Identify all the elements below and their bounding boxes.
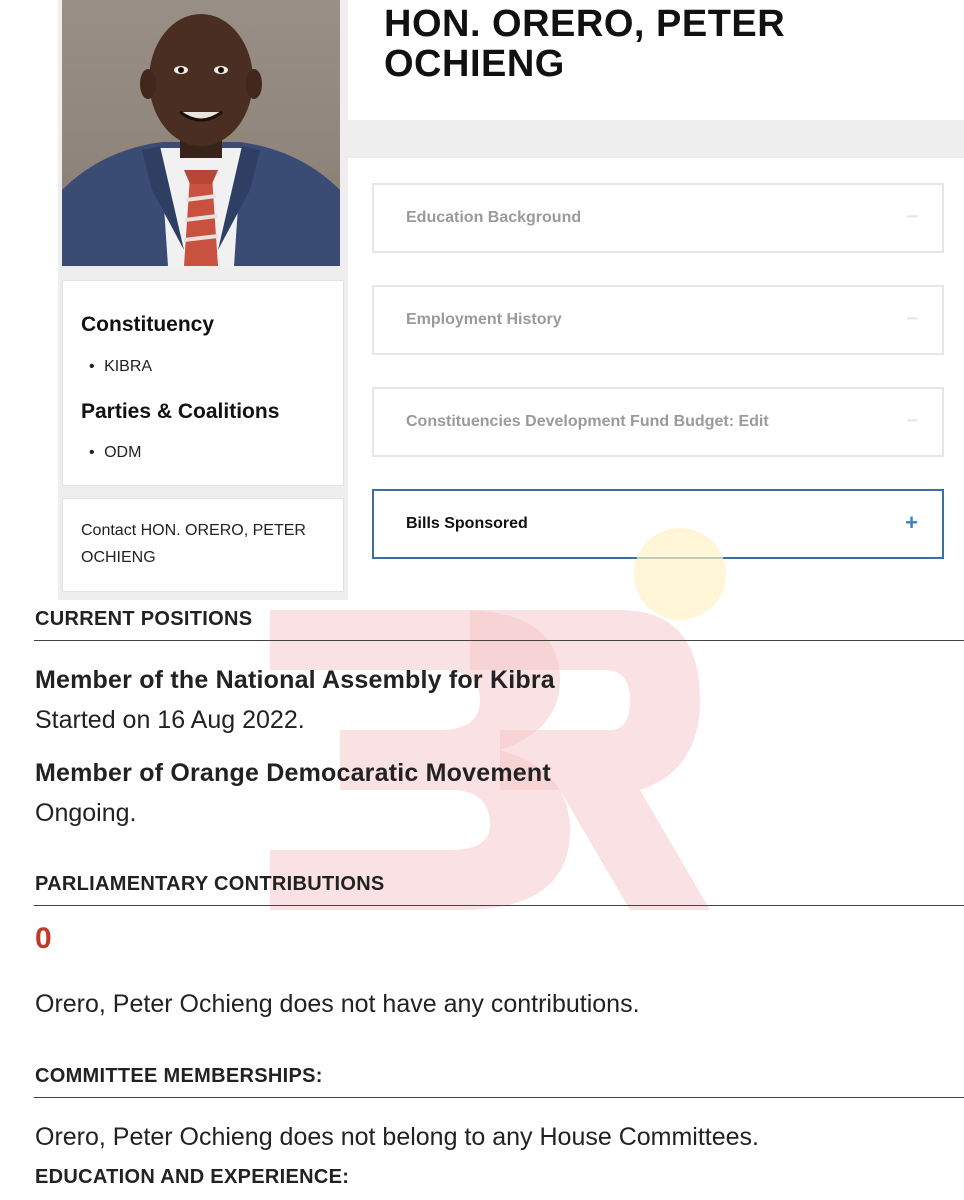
- collapse-icon[interactable]: −: [906, 410, 918, 432]
- profile-photo: [62, 0, 340, 266]
- parties-heading: Parties & Coalitions: [81, 400, 280, 423]
- position-title: Member of Orange Democaratic Movement: [35, 759, 551, 787]
- section-divider: [34, 1097, 964, 1098]
- collapse-icon[interactable]: −: [906, 206, 918, 228]
- current-positions-heading: CURRENT POSITIONS: [35, 608, 253, 630]
- position-status: Ongoing.: [35, 799, 137, 827]
- contributions-heading: PARLIAMENTARY CONTRIBUTIONS: [35, 873, 385, 895]
- education-heading: EDUCATION AND EXPERIENCE:: [35, 1166, 350, 1188]
- contact-card[interactable]: [62, 498, 344, 592]
- constituency-card: [62, 280, 344, 486]
- constituency-item: [89, 358, 152, 376]
- contact-link[interactable]: Contact HON. ORERO, PETER OCHIENG: [81, 522, 306, 566]
- expand-plus-icon[interactable]: +: [905, 510, 918, 535]
- accordion-employment-history[interactable]: [372, 285, 944, 355]
- constituency-value: KIBRA: [104, 358, 153, 375]
- portrait-illustration: [62, 0, 340, 266]
- position-title: Member of the National Assembly for Kibra: [35, 666, 555, 694]
- page-title: HON. ORERO, PETER OCHIENG: [384, 3, 786, 85]
- accordion-label: Employment History: [406, 311, 562, 328]
- section-divider: [34, 640, 964, 641]
- header-divider-band: [346, 120, 964, 158]
- accordion-label: Bills Sponsored: [406, 515, 528, 532]
- accordion-cdf-budget[interactable]: [372, 387, 944, 457]
- party-item: [89, 444, 141, 462]
- committees-message: Orero, Peter Ochieng does not belong to any House Committees.: [35, 1123, 759, 1151]
- bullet-dot: •: [89, 444, 95, 461]
- bullet-dot: •: [89, 358, 95, 375]
- section-divider: [34, 905, 964, 906]
- party-value: ODM: [104, 444, 142, 461]
- collapse-icon[interactable]: −: [906, 308, 918, 330]
- accordion-label: Education Background: [406, 209, 582, 226]
- accordion-label: Constituencies Development Fund Budget: Edit: [406, 413, 769, 430]
- accordion-education-background[interactable]: [372, 183, 944, 253]
- constituency-heading: Constituency: [81, 313, 215, 336]
- position-status: Started on 16 Aug 2022.: [35, 706, 305, 734]
- committees-heading: COMMITTEE MEMBERSHIPS:: [35, 1065, 323, 1087]
- contributions-message: Orero, Peter Ochieng does not have any contributions.: [35, 990, 640, 1018]
- contributions-count: 0: [35, 922, 52, 955]
